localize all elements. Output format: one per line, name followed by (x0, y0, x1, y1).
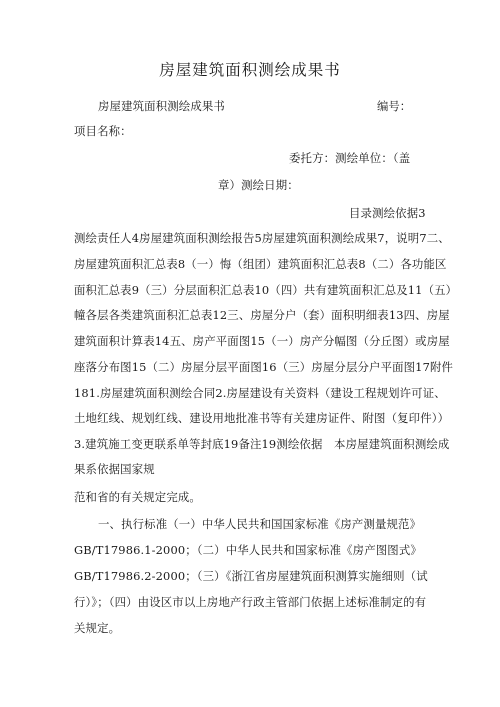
seal-survey-date-line: 章）测绘日期： (218, 178, 299, 192)
standards-line-4: 行）》；（四）由设区市以上房地产行政主管部门依据上述标准制定的有 (74, 595, 427, 609)
body-line-9: 3.建筑施工变更联系单等封底19备注19测绘依据 本房屋建筑面积测绘成 (74, 437, 450, 451)
body-line-3: 面积汇总表9（三）分层面积汇总表10（四）共有建筑面积汇总及11（五） (74, 283, 458, 297)
body-line-2: 房屋建筑面积汇总表8（一）悔（组团）建筑面积汇总表8（二）各功能区 (74, 257, 447, 271)
body-line-10: 果系依据国家规 (74, 462, 155, 476)
toc-line: 目录测绘依据3 (349, 206, 426, 220)
standards-line-3: GB/T17986.2-2000；（三）《浙江省房屋建筑面积测算实施细则（试 (74, 569, 428, 583)
body-line-6: 座落分布图15（二）房屋分层平面图16（三）房屋分层分户平面图17附件 (74, 360, 454, 374)
document-number-label: 编号： (377, 99, 412, 113)
paragraph-national-provincial: 范和省的有关规定完成。 (74, 490, 201, 504)
client-survey-unit-line: 委托方：测绘单位：（盖 (289, 151, 411, 165)
body-line-1: 测绘责任人4房屋建筑面积测绘报告5房屋建筑面积测绘成果7，说明7二、 (74, 231, 450, 245)
standards-line-2: GB/T17986.1-2000；（二）中华人民共和国家标准《房产图图式》 (74, 543, 422, 557)
standards-line-5: 关规定。 (74, 621, 121, 635)
body-line-7: 181.房屋建筑面积测绘合同2.房屋建设有关资料（建设工程规划许可证、 (74, 386, 446, 400)
body-line-4: 幢各层各类建筑面积汇总表12三、房屋分户（套）面积明细表13四、房屋 (74, 308, 450, 322)
body-line-5: 建筑面积计算表14五、房产平面图15（一）房产分幅图（分丘图）或房屋 (74, 334, 450, 348)
header-left-text: 房屋建筑面积测绘成果书 (98, 99, 225, 113)
standards-line-1: 一、执行标准（一）中华人民共和国国家标准《房产测量规范》 (98, 517, 422, 531)
document-title: 房屋建筑面积测绘成果书 (159, 61, 341, 79)
body-line-8: 土地红线、规划红线、建设用地批准书等有关建房证件、附图（复印件）） (74, 411, 450, 425)
project-name-label: 项目名称： (74, 124, 132, 138)
